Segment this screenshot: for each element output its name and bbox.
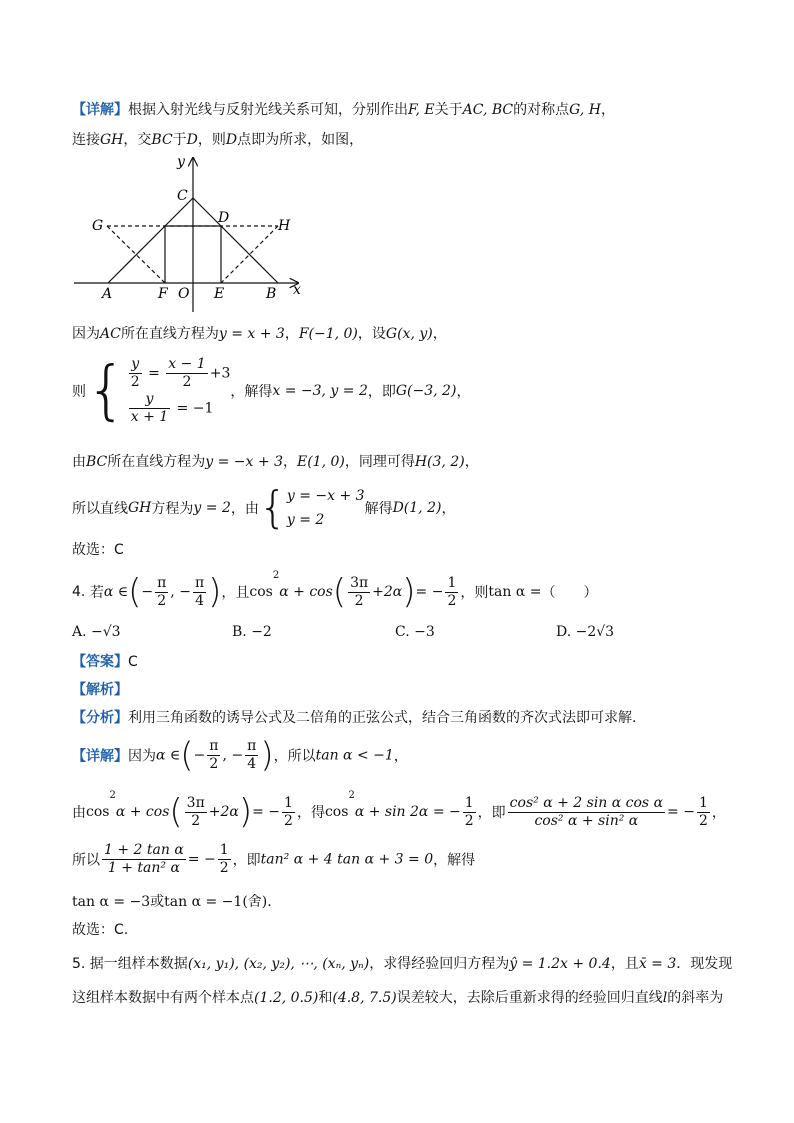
detail-tag: 【详解】 [72, 102, 128, 118]
system-equation-1 [72, 356, 470, 426]
math: G(x, y) [385, 326, 433, 342]
detail-line-5 [72, 484, 455, 532]
analysis-line [72, 708, 636, 728]
segment-cb [193, 198, 278, 283]
math: l [662, 990, 668, 1006]
question-4-stem: 4. 若α ∈(− $\frac{\pi}{2}$ , − $\frac{\pi}{4}$ )，且$\cos^2\alpha + \cos$( $\frac{3\pi}{2}$ +2α)= − $\frac{1}{2}$ ，则tan α =（ ） [72, 570, 598, 612]
fraction: $\frac{y}{x + 1}$ [130, 391, 169, 425]
math: (1.2, 0.5) [254, 990, 319, 1006]
q4-detail-line-2: 由$\cos^2\alpha + \cos$( $\frac{3\pi}{2}$ +2α)= − $\frac{1}{2}$ ，得$\cos^2\alpha + \sin 2\alpha$ = − $\frac{1}{2}$ ，即 $\frac{\text{cos² α + 2 sin α cos α}}{\text{cos² α + sin² α}}$ = − $\frac{1}{2}$ ， [72, 790, 726, 832]
detail-line-4 [72, 452, 479, 472]
text: ，即 [367, 384, 396, 400]
math: tan α = [488, 584, 542, 600]
text: ， [282, 454, 297, 470]
math: D [186, 132, 198, 148]
text: 的斜率为 [667, 990, 724, 1006]
text: ， [456, 384, 471, 400]
text: 所以 [72, 852, 100, 869]
math: GH [128, 500, 152, 516]
text: 连接 [72, 132, 100, 148]
text: 的对称点 [513, 102, 570, 118]
math: G, H [569, 102, 601, 118]
math: (x₁, y₁), (x₂, y₂), ⋯, (xₙ, yₙ) [187, 956, 370, 972]
label-c: C [177, 188, 188, 204]
fraction: $\frac{\pi}{4}$ [194, 574, 205, 609]
parse-line [72, 680, 128, 700]
detail-line-2 [72, 130, 363, 150]
fraction: $\frac{\pi}{2}$ [157, 574, 167, 609]
analysis-tag: 【分析】 [72, 710, 128, 726]
q4-detail-line-4: tan α = −3或tan α = −1(舍). [72, 894, 272, 910]
text: ，即 [477, 805, 506, 821]
brace: { [258, 482, 287, 533]
text: ，即 [232, 852, 261, 869]
paren: ) [208, 572, 222, 612]
question-number: 4. [72, 584, 86, 600]
math: α ∈ [156, 747, 181, 764]
text: 则 [72, 384, 86, 400]
text: 因为 [72, 326, 100, 342]
text: 若 [89, 585, 104, 601]
parse-tag: 【解析】 [72, 682, 128, 698]
q4-detail-line-3: 所以 $\frac{\text{1 + 2 tan α}}{\text{1 + tan² α}}$ = − $\frac{1}{2}$ ，即tan² α + 4 tan α + 3 = 0，解得 [72, 842, 476, 876]
math: BC [151, 132, 173, 148]
fraction: $\frac{1}{2}$ [447, 574, 457, 609]
text: ，求得经验回归方程为 [369, 956, 510, 972]
text: 因为 [128, 748, 156, 765]
text: 误差较大，去除后重新求得的经验回归直线 [396, 990, 663, 1006]
label-g: G [92, 218, 104, 234]
text: ，且 [221, 585, 250, 601]
text: ，所以 [273, 748, 316, 765]
system: y = −x + 3 y = 2 [286, 488, 365, 528]
text: ，解得 [230, 384, 273, 400]
math: BC [86, 454, 108, 470]
q4-answer-line: 故选：C. [72, 922, 129, 938]
detail-tag: 【详解】 [72, 748, 128, 765]
text: ， [432, 326, 447, 342]
text: ．现发现 [676, 956, 733, 972]
math: D [225, 132, 238, 148]
math: y = x + 3 [218, 326, 285, 342]
option-d: D. −2√3 [556, 624, 615, 640]
q4-detail-line-1: 【详解】因为α ∈(− $\frac{\pi}{2}$ , − $\frac{\pi}{4}$ )，所以tan α < −1， [72, 735, 408, 776]
label-x: x [293, 282, 301, 298]
option-b: B. −2 [232, 624, 272, 640]
answer-tag: 【答案】 [72, 654, 128, 670]
math: G(−3, 2) [395, 383, 457, 399]
answer-line [72, 652, 138, 672]
text: 于 [172, 132, 187, 148]
text: 利用三角函数的诱导公式及二倍角的正弦公式，结合三角函数的齐次式法即可求解. [128, 710, 637, 726]
label-y: y [177, 154, 185, 170]
text: 所在直线方程为 [120, 326, 219, 342]
eq-row-2: $\frac{y}{x + 1}$ = −1 [130, 391, 214, 425]
question-5-line-1 [72, 954, 732, 974]
text: ，由 [230, 501, 259, 517]
paren: ) [402, 572, 416, 612]
math: E(1, 0) [296, 454, 345, 470]
text: ，设 [357, 326, 386, 342]
math: F, E [408, 102, 435, 118]
label-d: D [218, 210, 230, 226]
math: x̄ = 3 [638, 956, 677, 972]
text: 点即为所求，如图， [237, 132, 364, 148]
math: AC [100, 326, 121, 342]
fraction: $\frac{\text{1 + 2 tan α}}{\text{1 + tan² α}}$ [104, 842, 184, 876]
label-f: F [158, 286, 168, 302]
text: 方程为 [151, 501, 194, 517]
answer-line-3: 故选：C [72, 542, 124, 558]
text: ，得 [296, 805, 325, 821]
math: ŷ = 1.2x + 0.4 [509, 956, 611, 972]
math: y = 2 [193, 500, 231, 516]
label-b: B [266, 286, 277, 302]
label-a: A [102, 286, 113, 302]
math: y = −x + 3 [205, 454, 283, 470]
text: 所在直线方程为 [107, 454, 206, 470]
text: 和 [318, 990, 333, 1006]
text: 根据入射光线与反射光线关系可知，分别作出 [128, 102, 408, 118]
math: x = −3, y = 2 [272, 383, 368, 399]
answer-value: C [128, 654, 138, 670]
label-o: O [178, 286, 190, 302]
eq-row-1: $\frac{y}{2}$ = $\frac{x - 1}{2}$ +3 [130, 356, 231, 390]
text: 这组样本数据中有两个样本点 [72, 990, 254, 1006]
fraction: $\frac{\text{cos² α + 2 sin α cos α}}{\text{cos² α + sin² α}}$ [509, 794, 664, 829]
brace: { [86, 354, 127, 428]
text: ，则 [460, 585, 489, 601]
segment-ac [108, 198, 193, 283]
fraction: $\frac{x - 1}{2}$ [168, 356, 206, 390]
math: (4.8, 7.5) [332, 990, 397, 1006]
fraction: $\frac{y}{2}$ [130, 356, 140, 390]
geometry-figure [70, 150, 310, 315]
math: tan² α + 4 tan α + 3 = 0 [260, 851, 434, 868]
text: ， [600, 102, 615, 118]
text: ， [464, 454, 479, 470]
detail-line-1 [72, 100, 615, 120]
text: （ ） [541, 585, 598, 601]
text: ， [284, 326, 299, 342]
system [127, 356, 231, 426]
text: 由 [72, 805, 86, 821]
text: 5. 据一组样本数据 [72, 956, 188, 972]
text: ， [441, 501, 456, 517]
text: 所以直线 [72, 501, 128, 517]
text: ，且 [610, 956, 639, 972]
math: GH [100, 132, 124, 148]
fraction: $\frac{3\pi}{2}$ [350, 574, 369, 609]
math: α ∈ [103, 584, 129, 600]
question-5-line-2 [72, 988, 723, 1008]
text: 解得 [364, 501, 393, 517]
text: ，交 [123, 132, 152, 148]
option-c: C. −3 [395, 624, 435, 640]
detail-line-3 [72, 324, 447, 344]
text: 关于 [434, 102, 463, 118]
paren: ( [332, 572, 347, 612]
text: ，则 [197, 132, 226, 148]
option-a: A. −√3 [72, 624, 121, 640]
math: F(−1, 0) [298, 326, 358, 342]
math: tan α < −1 [315, 747, 394, 764]
text: ，同理可得 [344, 454, 415, 470]
math: H(3, 2) [414, 454, 465, 470]
text: 由 [72, 454, 86, 470]
math: D(1, 2) [392, 500, 442, 516]
paren: ( [128, 572, 142, 612]
text: ，解得 [433, 852, 476, 869]
math: AC, BC [462, 102, 514, 118]
label-h: H [278, 218, 291, 234]
label-e: E [214, 286, 225, 302]
text: ， [393, 748, 408, 765]
